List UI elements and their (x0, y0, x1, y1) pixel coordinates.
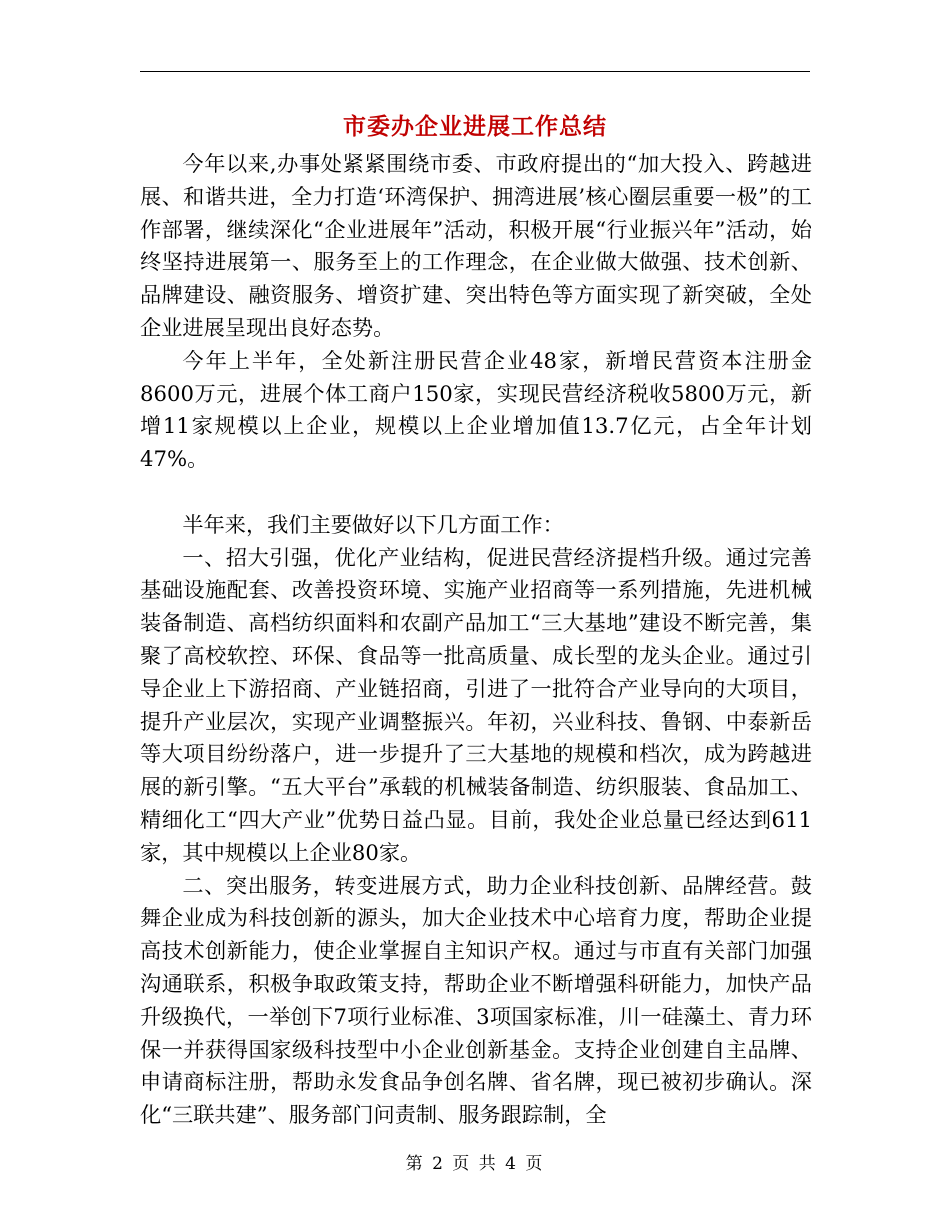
paragraph-summary-lead: 半年来，我们主要做好以下几方面工作： (182, 511, 564, 537)
header-rule (140, 71, 810, 72)
paragraph-section-two: 二、突出服务，转变进展方式，助力企业科技创新、品牌经营。鼓舞企业成为科技创新的源头，加大企业技术中心培育力度，帮助企业提高技术创新能力，使企业掌握自主知识产权。通过与市直有关部门加强沟通联系，积极争取政策支持，帮助企业不断增强科研能力，加快产品升级换代，一举创下7项行业标准、3项国家标准，川一硅藻土、青力环保一并获得国家级科技型中小企业创新基金。支持企业创建自主品牌、申请商标注册，帮助永发食品争创名牌、省名牌，现已被初步确认。深化“三联共建”、服务部门问责制、服务跟踪制，全 (140, 872, 812, 1128)
paragraph-intro: 今年以来,办事处紧紧围绕市委、市政府提出的“加大投入、跨越进展、和谐共进，全力打造‘环湾保护、拥湾进展’核心圈层重要一极”的工作部署，继续深化“企业进展年”活动，积极开展“行业振兴年”活动，始终坚持进展第一、服务至上的工作理念，在企业做大做强、技术创新、品牌建设、融资服务、增资扩建、突出特色等方面实现了新突破，全处企业进展呈现出良好态势。 (140, 151, 812, 340)
paragraph-statistics: 今年上半年，全处新注册民营企业48家，新增民营资本注册金8600万元，进展个体工商户150家，实现民营经济税收5800万元，新增11家规模以上企业，规模以上企业增加值13.7亿元，占全年计划47%。 (140, 347, 812, 472)
document-title: 市委办企业进展工作总结 (343, 113, 607, 140)
page-footer: 第 2 页 共 4 页 (405, 1154, 545, 1174)
paragraph-section-one: 一、招大引强，优化产业结构，促进民营经济提档升级。通过完善基础设施配套、改善投资环境、实施产业招商等一系列措施，先进机械装备制造、高档纺织面料和农副产品加工“三大基地”建设不断完善，集聚了高校软控、环保、食品等一批高质量、成长型的龙头企业。通过引导企业上下游招商、产业链招商，引进了一批符合产业导向的大项目，提升产业层次，实现产业调整振兴。年初，兴业科技、鲁钢、中泰新岳等大项目纷纷落户，进一步提升了三大基地的规模和档次，成为跨越进展的新引擎。“五大平台”承载的机械装备制造、纺织服装、食品加工、精细化工“四大产业”优势日益凸显。目前，我处企业总量已经达到611家，其中规模以上企业80家。 (140, 544, 812, 865)
document-body (140, 148, 812, 1132)
